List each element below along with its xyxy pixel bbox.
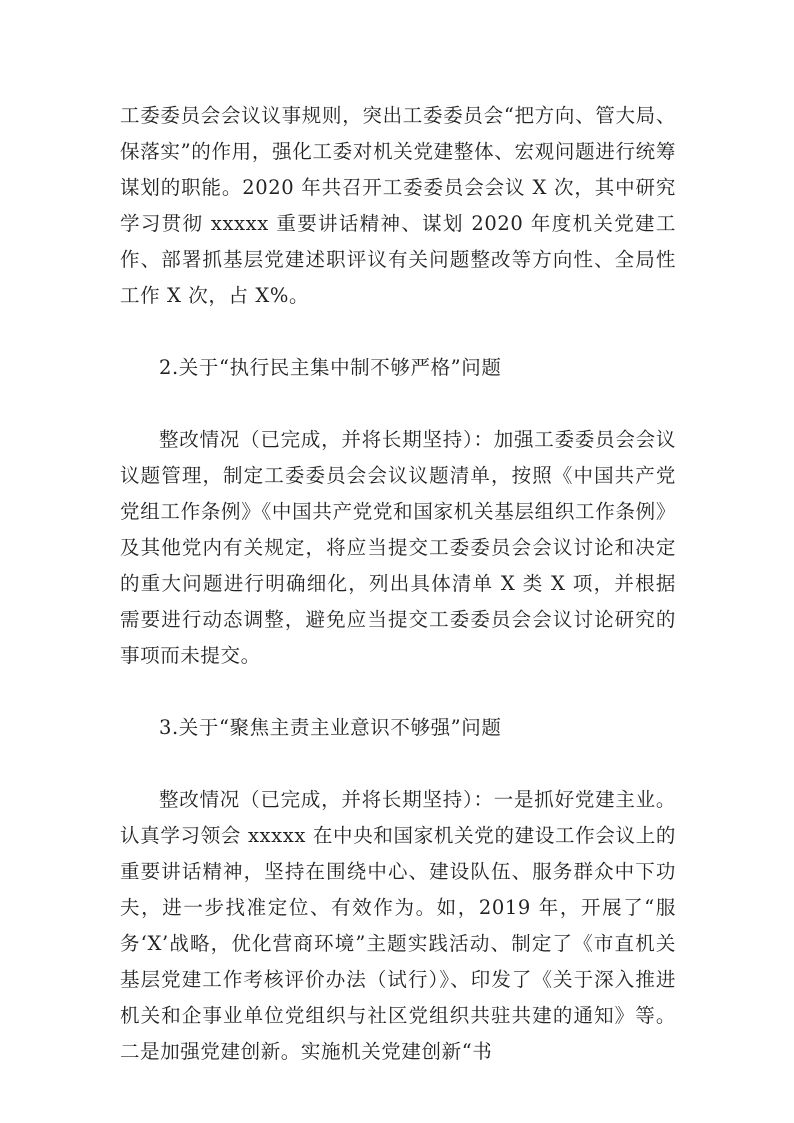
section-heading-3: 3.关于“聚焦主责主业意识不够强”问题: [159, 716, 502, 739]
document-body: [120, 98, 676, 1106]
continued-paragraph: 工委委员会会议议事规则，突出工委委员会“把方向、管大局、保落实”的作用，强化工委对机关党建整体、宏观问题进行统筹谋划的职能。2020 年共召开工委委员会会议 X 次，其中研究学习贯彻 xxxxx 重要讲话精神、谋划 2020 年度机关党建工作、部署抓基层党建述职评议有关问题整改等方向性、全局性工作 X 次，占 X%。: [120, 104, 676, 307]
section-heading-2: 2.关于“执行民主集中制不够严格”问题: [159, 356, 502, 379]
section-3-paragraph: 整改情况（已完成，并将长期坚持）：一是抓好党建主业。认真学习领会 xxxxx 在中央和国家机关党的建设工作会议上的重要讲话精神，坚持在围绕中心、建设队伍、服务群众中下功夫，进一步找准定位、有效作为。如，2019 年，开展了“服务‘X’战略，优化营商环境”主题实践活动、制定了《市直机关基层党建工作考核评价办法（试行）》、印发了《关于深入推进机关和企事业单位党组织与社区党组织共驻共建的通知》等。二是加强党建创新。实施机关党建创新“书: [120, 788, 676, 1063]
section-2-paragraph: 整改情况（已完成，并将长期坚持）：加强工委委员会会议议题管理，制定工委委员会会议议题清单，按照《中国共产党党组工作条例》《中国共产党党和国家机关基层组织工作条例》及其他党内有关规定，将应当提交工委委员会会议讨论和决定的重大问题进行明确细化，列出具体清单 X 类 X 项，并根据需要进行动态调整，避免应当提交工委委员会会议讨论研究的事项而未提交。: [120, 428, 676, 667]
